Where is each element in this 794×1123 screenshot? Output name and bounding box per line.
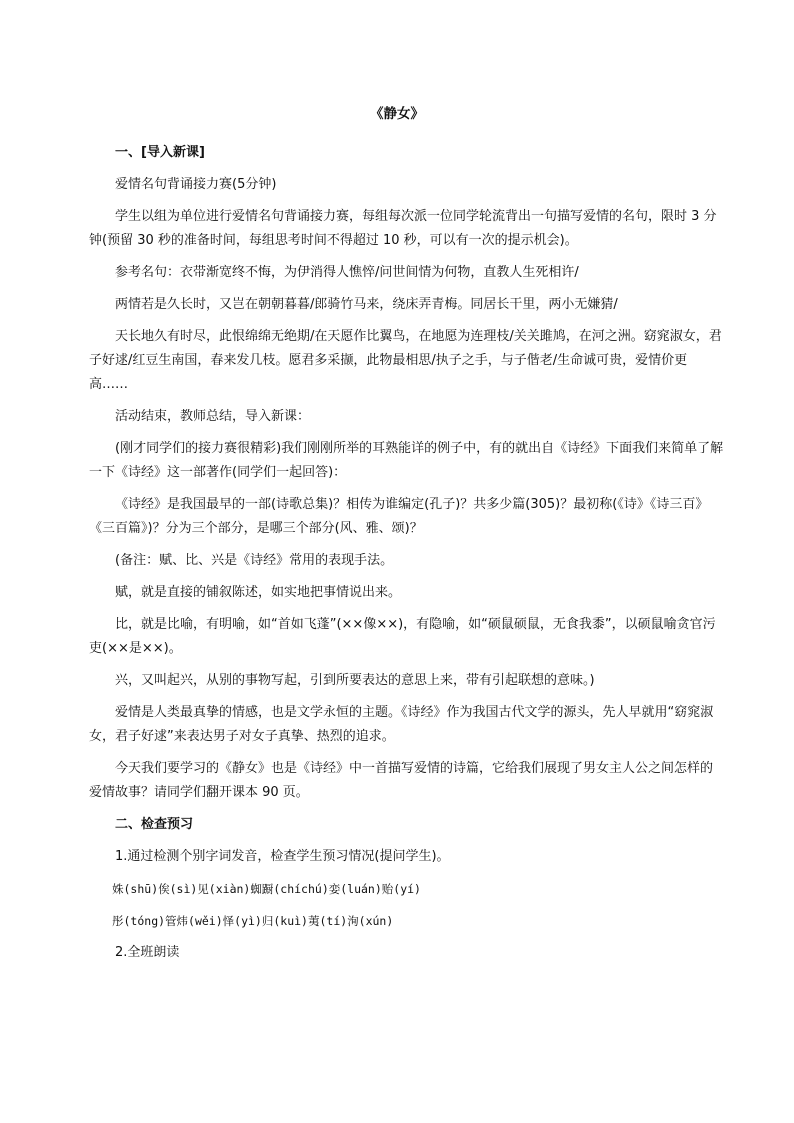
pinyin-line-2: 彤(tóng)管炜(wěi)怿(yì)归(kuì)荑(tí)洵(xún) — [112, 914, 394, 928]
paragraph-class-reading: 2.全班朗读 — [115, 945, 180, 960]
paragraph-pronunciation-check: 1.通过检测个别字词发音，检查学生预习情况(提问学生)。 — [115, 849, 450, 864]
paragraph-reference-quotes-2: 两情若是久长时，又岂在朝朝暮暮/郎骑竹马来，绕床弄青梅。同居长干里，两小无嫌猜/ — [115, 297, 618, 312]
section-heading-intro: 一、[导入新课] — [115, 145, 205, 160]
paragraph-relay-title: 爱情名句背诵接力赛(5分钟) — [115, 177, 277, 192]
paragraph-reference-quotes-1: 参考名句：衣带渐宽终不悔，为伊消得人憔悴/问世间情为何物，直教人生死相许/ — [115, 265, 579, 280]
paragraph-book-questions: 《诗经》是我国最早的一部(诗歌总集)？相传为谁编定(孔子)？共多少篇(305)？最初称(《诗》《诗三百》《三百篇》)？分为三个部分，是哪三个部分(风、雅、颂)？ — [89, 497, 709, 536]
document-body — [89, 141, 725, 973]
document-title: 《静女》 — [370, 106, 424, 122]
paragraph-notes: (备注：赋、比、兴是《诗经》常用的表现手法。 — [115, 553, 394, 568]
paragraph-relay-rules: 学生以组为单位进行爱情名句背诵接力赛，每组每次派一位同学轮流背出一句描写爱情的名句，限时 3 分钟(预留 30 秒的准备时间，每组思考时间不得超过 10 秒，可以有一次的提示机会)。 — [89, 209, 717, 248]
paragraph-fu: 赋，就是直接的铺叙陈述，如实地把事情说出来。 — [115, 585, 402, 600]
paragraph-xing: 兴，又叫起兴，从别的事物写起，引到所要表达的意思上来，带有引起联想的意味。) — [115, 673, 595, 688]
paragraph-bi: 比，就是比喻，有明喻，如“首如飞蓬”(××像××)，有隐喻，如“硕鼠硕鼠，无食我黍”，以硕鼠喻贪官污吏(××是××)。 — [89, 617, 716, 656]
paragraph-love-theme: 爱情是人类最真挚的情感，也是文学永恒的主题。《诗经》作为我国古代文学的源头，先人早就用“窈窕淑女，君子好逑”来表达男子对女子真挚、热烈的追求。 — [89, 705, 714, 744]
paragraph-book-intro: (刚才同学们的接力赛很精彩)我们刚刚所举的耳熟能详的例子中，有的就出自《诗经》下面我们来简单了解一下《诗经》这一部著作(同学们一起回答)： — [89, 441, 724, 480]
paragraph-lesson-intro: 今天我们要学习的《静女》也是《诗经》中一首描写爱情的诗篇，它给我们展现了男女主人公之间怎样的爱情故事？请同学们翻开课本 90 页。 — [89, 761, 714, 800]
pinyin-line-1: 姝(shū)俟(sì)见(xiàn)蜘蹰(chíchú)娈(luán)贻(yí) — [112, 882, 421, 896]
section-heading-preview: 二、检查预习 — [115, 817, 194, 832]
paragraph-reference-quotes-3: 天长地久有时尽，此恨绵绵无绝期/在天愿作比翼鸟，在地愿为连理枝/关关雎鸠，在河之洲。窈窕淑女，君子好逑/红豆生南国，春来发几枝。愿君多采撷，此物最相思/执子之手，与子偕老/生命诚可贵，爱情价更高…… — [89, 329, 722, 392]
paragraph-activity-summary: 活动结束，教师总结，导入新课： — [115, 409, 311, 424]
